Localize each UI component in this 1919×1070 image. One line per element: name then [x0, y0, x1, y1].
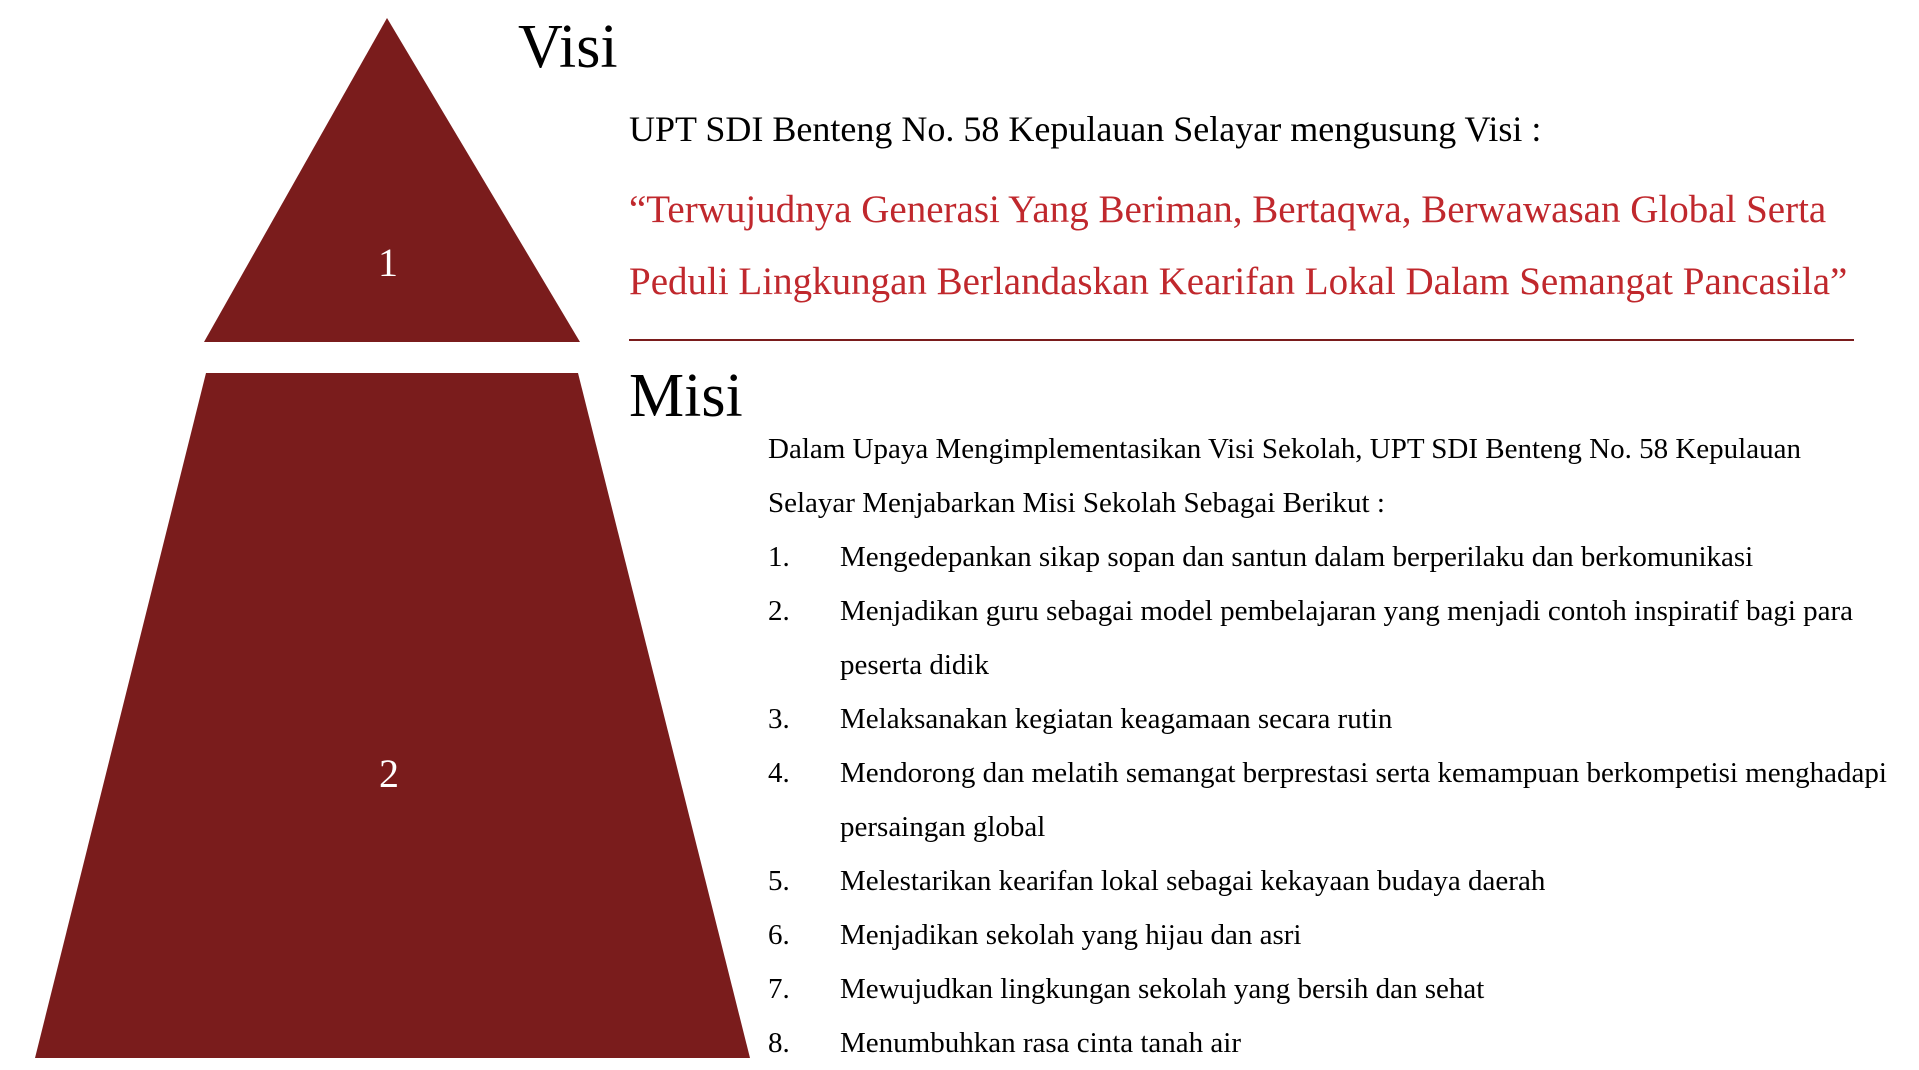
visi-intro: UPT SDI Benteng No. 58 Kepulauan Selayar mengusung Visi :	[629, 109, 1542, 149]
misi-item-text: Menjadikan guru sebagai model pembelajaran yang menjadi contoh inspiratif bagi para peserta didik	[840, 595, 1854, 681]
pyramid-top-number: 1	[378, 240, 398, 285]
misi-item-text: Mengedepankan sikap sopan dan santun dalam berperilaku dan berkomunikasi	[840, 541, 1754, 573]
misi-intro: Dalam Upaya Mengimplementasikan Visi Sekolah, UPT SDI Benteng No. 58 Kepulauan Selayar Menjabarkan Misi Sekolah Sebagai Berikut :	[768, 433, 1801, 519]
misi-item-text: Melestarikan kearifan lokal sebagai kekayaan budaya daerah	[840, 865, 1546, 897]
misi-item-number: 6.	[768, 919, 790, 951]
misi-item-number: 3.	[768, 703, 790, 735]
misi-item-number: 1.	[768, 541, 790, 573]
visi-heading: Visi	[518, 13, 618, 81]
misi-item	[768, 1016, 1893, 1070]
misi-heading: Misi	[629, 362, 743, 430]
misi-item	[768, 746, 1893, 854]
misi-item-text: Mendorong dan melatih semangat berprestasi serta kemampuan berkompetisi menghadapi persaingan global	[840, 757, 1887, 843]
misi-item	[768, 962, 1893, 1016]
misi-item-number: 8.	[768, 1027, 790, 1059]
misi-item	[768, 584, 1893, 692]
misi-item-text: Menumbuhkan rasa cinta tanah air	[840, 1027, 1242, 1059]
misi-item	[768, 854, 1893, 908]
misi-item-number: 5.	[768, 865, 790, 897]
misi-item-number: 2.	[768, 595, 790, 627]
misi-item-text: Menjadikan sekolah yang hijau dan asri	[840, 919, 1302, 951]
misi-item	[768, 692, 1893, 746]
misi-item	[768, 530, 1893, 584]
misi-item-text: Melaksanakan kegiatan keagamaan secara rutin	[840, 703, 1393, 735]
pyramid-bottom-number: 2	[379, 751, 399, 796]
misi-item-number: 7.	[768, 973, 790, 1005]
pyramid-graphic	[0, 0, 760, 1069]
visi-statement: “Terwujudnya Generasi Yang Beriman, Bertaqwa, Berwawasan Global Serta Peduli Lingkungan Berlandaskan Kearifan Lokal Dalam Semangat Pancasila”	[629, 188, 1848, 303]
pyramid-bottom-trapezoid	[35, 373, 750, 1058]
section-divider	[629, 339, 1854, 341]
misi-item	[768, 908, 1893, 962]
misi-item-number: 4.	[768, 757, 790, 789]
misi-item-text: Mewujudkan lingkungan sekolah yang bersih dan sehat	[840, 973, 1485, 1005]
misi-list	[768, 530, 1893, 1070]
